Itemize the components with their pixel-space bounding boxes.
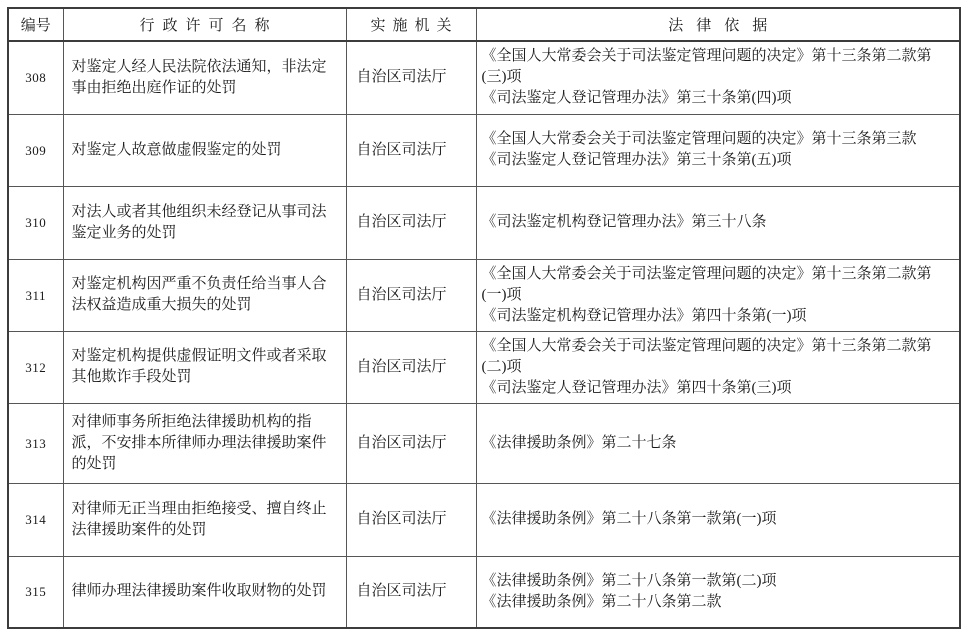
legal-basis-line: 《司法鉴定人登记管理办法》第三十条第(五)项 — [481, 152, 792, 168]
row-id-cell: 312 — [8, 331, 63, 403]
agency-cell: 自治区司法厅 — [346, 483, 476, 556]
table-row — [8, 259, 960, 331]
license-name-cell: 对鉴定机构因严重不负责任给当事人合法权益造成重大损失的处罚 — [63, 259, 346, 331]
table-row — [8, 41, 960, 114]
agency-cell: 自治区司法厅 — [346, 403, 476, 483]
document-page — [0, 7, 968, 633]
legal-basis-line: 《全国人大常委会关于司法鉴定管理问题的决定》第十三条第二款第(三)项 — [481, 48, 932, 86]
legal-basis-cell — [476, 331, 960, 403]
license-name-cell: 对法人或者其他组织未经登记从事司法鉴定业务的处罚 — [63, 186, 346, 259]
row-id-cell: 311 — [8, 259, 63, 331]
legal-basis-cell — [476, 556, 960, 628]
column-header-agency: 实施机关 — [346, 8, 476, 41]
license-name-cell: 对律师无正当理由拒绝接受、擅自终止法律援助案件的处罚 — [63, 483, 346, 556]
table-row — [8, 403, 960, 483]
legal-basis-line: 《法律援助条例》第二十八条第一款第(二)项 — [481, 572, 777, 589]
agency-cell: 自治区司法厅 — [346, 259, 476, 331]
agency-cell: 自治区司法厅 — [346, 556, 476, 628]
legal-basis-line: 《司法鉴定机构登记管理办法》第三十八条 — [481, 214, 767, 230]
license-name-cell: 对鉴定人经人民法院依法通知，非法定事由拒绝出庭作证的处罚 — [63, 41, 346, 114]
agency-cell: 自治区司法厅 — [346, 41, 476, 114]
agency-cell: 自治区司法厅 — [346, 331, 476, 403]
table-row — [8, 186, 960, 259]
legal-basis-cell — [476, 259, 960, 331]
legal-basis-line: 《司法鉴定机构登记管理办法》第四十条第(一)项 — [481, 307, 807, 324]
legal-basis-cell — [476, 114, 960, 186]
legal-basis-line: 《司法鉴定人登记管理办法》第三十条第(四)项 — [481, 90, 792, 107]
row-id-cell: 309 — [8, 114, 63, 186]
legal-basis-line: 《法律援助条例》第二十八条第二款 — [481, 593, 722, 610]
table-row — [8, 331, 960, 403]
license-name-cell: 对律师事务所拒绝法律援助机构的指派，不安排本所律师办理法律援助案件的处罚 — [63, 403, 346, 483]
row-id-cell: 310 — [8, 186, 63, 259]
agency-cell: 自治区司法厅 — [346, 186, 476, 259]
column-header-legal: 法律依据 — [476, 8, 960, 41]
legal-basis-line: 《全国人大常委会关于司法鉴定管理问题的决定》第十三条第三款 — [481, 131, 917, 147]
legal-basis-line: 《全国人大常委会关于司法鉴定管理问题的决定》第十三条第二款第(一)项 — [481, 265, 932, 303]
legal-basis-line: 《法律援助条例》第二十八条第一款第(一)项 — [481, 511, 777, 527]
header-row — [8, 8, 960, 41]
column-header-name: 行政许可名称 — [63, 8, 346, 41]
legal-basis-line: 《法律援助条例》第二十七条 — [481, 434, 677, 451]
license-name-cell: 对鉴定机构提供虚假证明文件或者采取其他欺诈手段处罚 — [63, 331, 346, 403]
row-id-cell: 314 — [8, 483, 63, 556]
row-id-cell: 313 — [8, 403, 63, 483]
legal-basis-line: 《司法鉴定人登记管理办法》第四十条第(三)项 — [481, 379, 792, 396]
legal-basis-line: 《全国人大常委会关于司法鉴定管理问题的决定》第十三条第二款第(二)项 — [481, 337, 932, 375]
administrative-penalty-table — [7, 7, 961, 629]
legal-basis-cell — [476, 186, 960, 259]
license-name-cell: 律师办理法律援助案件收取财物的处罚 — [63, 556, 346, 628]
table-row — [8, 556, 960, 628]
column-header-id: 编号 — [8, 8, 63, 41]
table-row — [8, 114, 960, 186]
legal-basis-cell — [476, 41, 960, 114]
row-id-cell: 315 — [8, 556, 63, 628]
legal-basis-cell — [476, 403, 960, 483]
row-id-cell: 308 — [8, 41, 63, 114]
table-row — [8, 483, 960, 556]
legal-basis-cell — [476, 483, 960, 556]
agency-cell: 自治区司法厅 — [346, 114, 476, 186]
license-name-cell: 对鉴定人故意做虚假鉴定的处罚 — [63, 114, 346, 186]
